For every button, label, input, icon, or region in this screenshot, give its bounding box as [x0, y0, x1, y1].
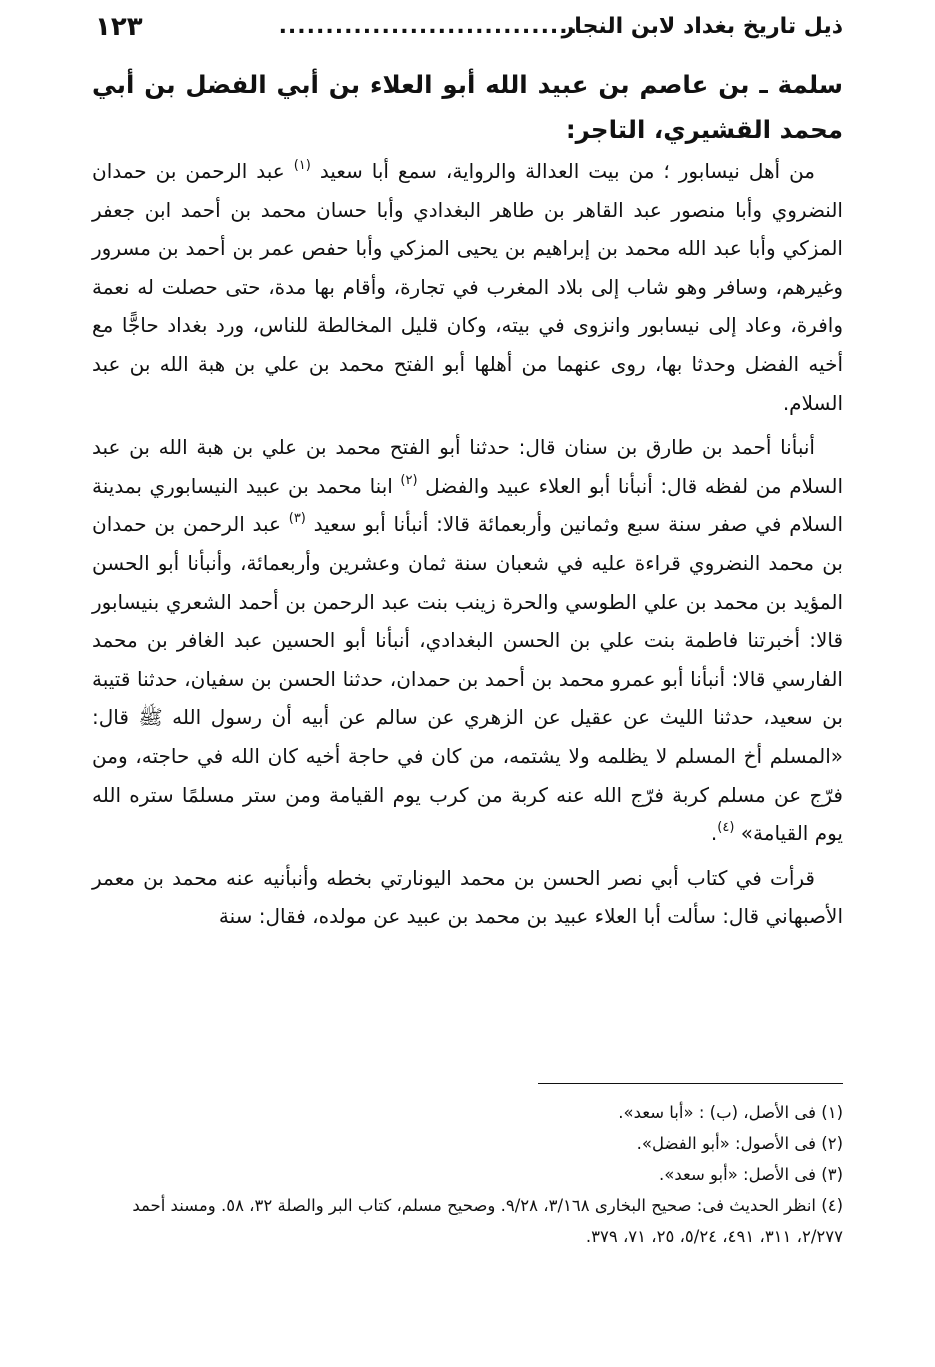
- footnote-4: (٤) انظر الحديث فى: صحيح البخارى ٣/١٦٨، ٩/٢٨. وصحيح مسلم، كتاب البر والصلة ٣٢، ٥٨. ومسند أحمد ٢/٢٧٧، ٣١١، ٤٩١، ٥/٢٤، ٢٥، ٧١، ٣٧٩.: [132, 1196, 843, 1246]
- footnote-ref-1: (١): [293, 158, 311, 173]
- paragraph-2-text-b: ابنا محمد بن عبيد النيسابوري بمدينة السلام في صفر سنة سبع وثمانين وأربعمائة قالا: أنبأنا أبو سعيد: [92, 473, 844, 537]
- body-text: [92, 152, 843, 942]
- footnote-1: (١) فى الأصل، (ب) : «أبا سعد».: [618, 1103, 843, 1122]
- footnote-2: (٢) فى الأصول: «أبو الفضل».: [636, 1134, 843, 1153]
- paragraph-2-text-a: أنبأنا أحمد بن طارق بن سنان قال: حدثنا أبو الفتح محمد بن علي بن هبة الله بن عبد السلام من لفظه قال: أنبأنا أبو العلاء عبيد والفضل: [92, 435, 844, 498]
- paragraph-1-text-a: من أهل نيسابور ؛ من بيت العدالة والرواية، سمع أبا سعيد: [319, 159, 816, 183]
- footnote-divider: [538, 1083, 843, 1084]
- footnote-ref-2: (٢): [400, 472, 418, 488]
- paragraph-1-text-b: عبد الرحمن بن حمدان النضروي وأبا منصور عبد القاهر بن طاهر البغدادي وأبا حسان محمد بن أحمد ابن جعفر المزكي وأبا عبد الله محمد بن إبراهيم بن يحيى المزكي وأبا حفص عمر بن أحمد بن مسرور وغيرهم، وسافر وهو شاب إلى بلاد المغرب في تجارة، وأقام بها مدة، حتى حصلت له نعمة وافرة، وعاد إلى نيسابور وانزوى في بيته، وكان قليل المخالطة للناس، ورد بغداد حاجًّا مع أخيه الفضل وحدثا بها، روى عنهما من أهلها أبو الفتح محمد بن علي بن هبة الله بن عبد السلام.: [92, 159, 843, 415]
- paragraph-3: [92, 859, 843, 936]
- paragraph-2-end: .: [710, 821, 718, 846]
- footnote-ref-3: (٣): [288, 511, 306, 527]
- footnote-3: (٣) فى الأصل: «أبو سعد».: [658, 1165, 843, 1184]
- paragraph-3-text: قرأت في كتاب أبي نصر الحسن بن محمد اليونارتي بخطه وأنبأنيه عنه محمد بن معمر الأصبهاني قال: سألت أبا العلاء عبيد بن محمد بن عبيد عن مولده، فقال: سنة: [92, 865, 843, 929]
- paragraph-2-text-c: عبد الرحمن بن حمدان بن محمد النضروي قراءة عليه في شعبان سنة ثمان وعشرين وأربعمائة، وأنبأنا أبو الحسن المؤيد بن محمد بن علي الطوسي والحرة زينب بنت عبد الرحمن بن أحمد الشعري بنيسابور قالا: أخبرتنا فاطمة بنت علي بن الحسن البغدادي، أنبأنا أبو الحسين عبد الغافر بن محمد الفارسي قالا: أنبأنا أبو عمرو محمد بن أحمد بن حمدان، حدثنا الحسن بن سفيان، حدثنا قتيبة بن سعيد، حدثنا الليث عن عقيل عن الزهري عن سالم عن أبيه أن رسول الله ﷺ قال: «المسلم أخ المسلم لا يظلمه ولا يشتمه، من كان في حاجة أخيه كان الله في حاجته، ومن فرّج عن مسلم كربة فرّج الله عنه كربة من كرب يوم القيامة ومن ستر مسلمًا ستره الله يوم القيامة»: [92, 512, 843, 846]
- running-head-dots: ................................: [278, 14, 578, 39]
- entry-heading: سلمة ـ بن عاصم بن عبيد الله أبو العلاء بن أبي الفضل بن أبي محمد القشيري، التاجر:: [92, 70, 843, 144]
- paragraph-1: [92, 152, 843, 422]
- running-head: [95, 12, 843, 46]
- footnotes: [92, 1097, 843, 1252]
- paragraph-2: [92, 428, 843, 853]
- running-head-title: ذيل تاريخ بغداد لابن النجار: [561, 14, 843, 39]
- footnote-ref-4: (٤): [717, 820, 735, 836]
- page-number: ١٢٣: [95, 12, 143, 42]
